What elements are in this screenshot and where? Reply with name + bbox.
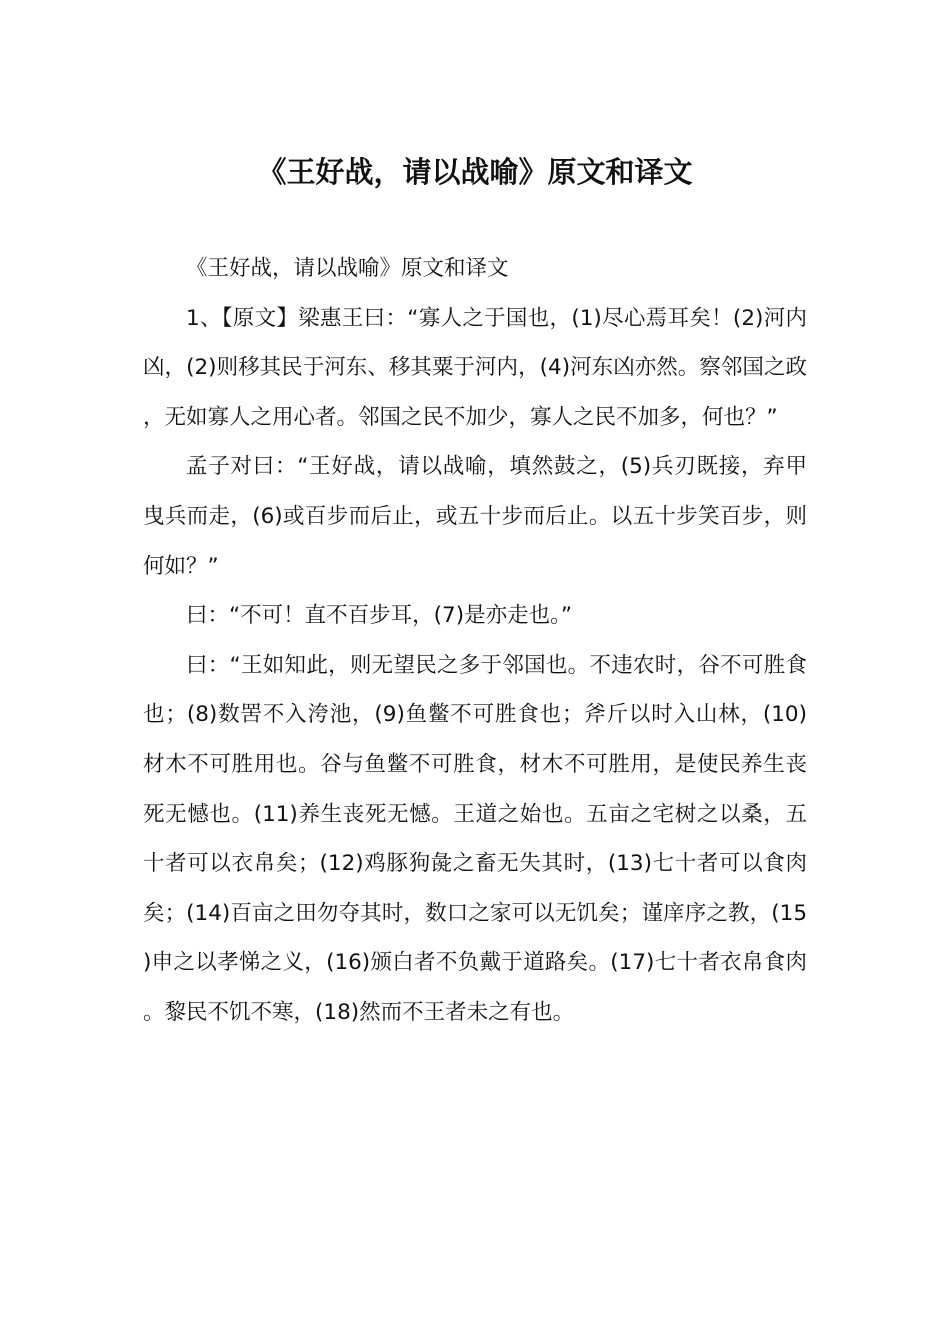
document-body <box>143 244 807 1038</box>
document-title: 《王好战，请以战喻》原文和译文 <box>257 155 693 189</box>
paragraph-original-1: 1、【原文】梁惠王曰：“寡人之于国也，(1)尽心焉耳矣！(2)河内凶，(2)则移其民于河东、移其粟于河内，(4)河东凶亦然。察邻国之政，无如寡人之用心者。邻国之民不加少，寡人之民不加多，何也？” <box>143 305 807 430</box>
paragraph-mencius-reply: 孟子对曰：“王好战，请以战喻，填然鼓之，(5)兵刃既接，弃甲曳兵而走，(6)或百步而后止，或五十步而后止。以五十步笑百步，则何如？” <box>143 454 807 579</box>
paragraph-king-answer: 曰：“不可！直不百步耳，(7)是亦走也。” <box>186 603 572 629</box>
paragraph-subtitle: 《王好战，请以战喻》原文和译文 <box>186 256 509 281</box>
paragraph-kingly-way: 曰：“王如知此，则无望民之多于邻国也。不违农时，谷不可胜食也；(8)数罟不入洿池，(9)鱼鳖不可胜食也；斧斤以时入山林，(10)材木不可胜用也。谷与鱼鳖不可胜食，材木不可胜用，是使民养生丧死无憾也。(11)养生丧死无憾。王道之始也。五亩之宅树之以桑，五十者可以衣帛矣；(12)鸡豚狗彘之畜无失其时，(13)七十者可以食肉矣；(14)百亩之田勿夺其时，数口之家可以无饥矣；谨庠序之教，(15)申之以孝悌之义，(16)颁白者不负戴于道路矣。(17)七十者衣帛食肉。黎民不饥不寒，(18)然而不王者未之有也。 <box>143 652 807 1025</box>
